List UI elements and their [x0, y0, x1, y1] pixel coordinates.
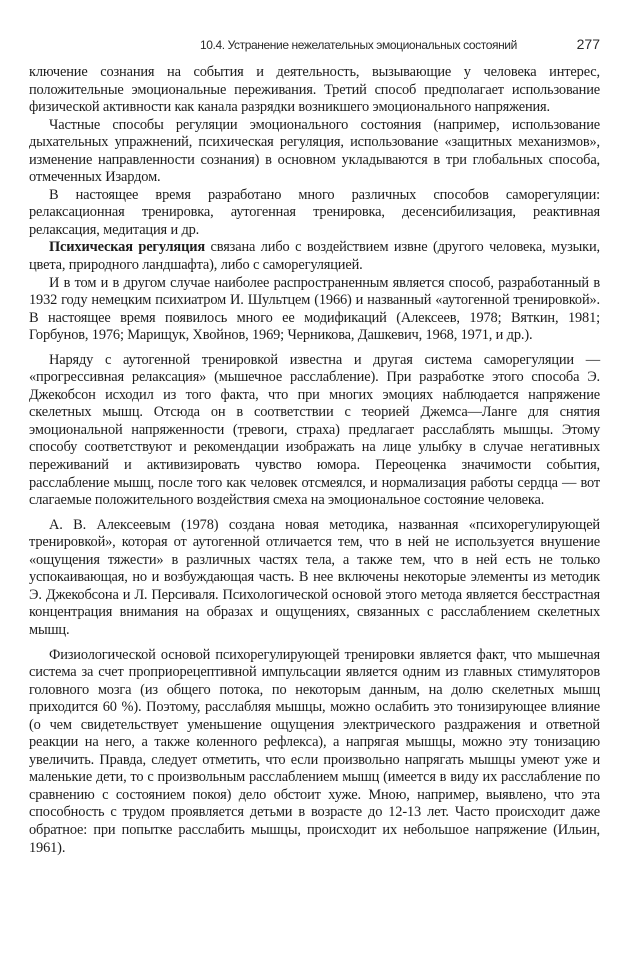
running-header [200, 36, 600, 56]
paragraph: Психическая регуляция связана либо с воздействием извне (другого человека, музыки, цвета, природного ландшафта), либо с саморегуляцией. [29, 239, 601, 274]
paragraph: В настоящее время разработано много различных способов саморегуляции: релаксационная тренировка, аутогенная тренировка, десенсибилизация, реактивная релаксация, медитация и др. [29, 186, 600, 238]
body-text [29, 64, 600, 857]
paragraph: ключение сознания на события и деятельность, вызывающие у человека интерес, положительные эмоциональные переживания. Третий способ предполагает использование физической активности как канала разрядки возникшего эмоционального напряжения. [29, 64, 600, 116]
paragraph: Наряду с аутогенной тренировкой известна и другая система саморегуляции — «прогрессивная релаксация» (мышечное расслабление). При разработке этого способа Э. Джекобсон исходил из того факта, что при многих эмоциях наблюдается напряжение скелетных мышц. Отсюда он в соответствии с теорией Джемса—Ланге для снятия эмоциональной напряженности (тревоги, страха) предлагает расслаблять мышцы. Этому способу соответствуют и рекомендации изображать на лице улыбку в случае негативных переживаний и активизировать чувство юмора. Переоценка значимости события, расслабление мышц, после того как человек отсмеялся, и нормализация работы сердца — вот слагаемые положительного воздействия смеха на эмоциональное состояние человека. [29, 351, 600, 509]
paragraph: Частные способы регуляции эмоционального состояния (например, использование дыхательных упражнений, психическая регуляция, использование «защитных механизмов», изменение направленности сознания) в основном укладываются в три глобальных способа, отмеченных Изардом. [29, 116, 600, 186]
section-title: 10.4. Устранение нежелательных эмоциональных состояний [200, 38, 517, 52]
paragraph: А. В. Алексеевым (1978) создана новая методика, названная «психорегулирующей тренировкой», которая от аутогенной отличается тем, что в ней не используется внушение «ощущения тяжести» в различных частях тела, а также тем, что в ней есть не только успокаивающая, но и возбуждающая часть. В нее включены некоторые элементы из методик Э. Джекобсона и Л. Персиваля. Психологической основой этого метода является бесстрастная концентрация внимания на образах и ощущениях, связанных с расслаблением скелетных мышц. [29, 516, 600, 638]
page-number: 277 [576, 36, 600, 52]
paragraph: И в том и в другом случае наиболее распространенным является способ, разработанный в 1932 году немецким психиатром И. Шультцем (1966) и названный «аутогенной тренировкой». В настоящее время появилось много ее модификаций (Алексеев, 1978; Вяткин, 1981; Горбунов, 1976; Марищук, Хвойнов, 1969; Черникова, Дашкевич, 1968, 1971, и др.). [29, 274, 600, 344]
paragraph: Физиологической основой психорегулирующей тренировки является факт, что мышечная система за счет проприорецептивной импульсации является одним из главных стимуляторов головного мозга (из общего потока, по некоторым данным, на долю скелетных мышц приходится 60 %). Поэтому, расслабляя мышцы, можно ослабить это тонизирующее влияние (о чем свидетельствует уменьшение ощущения электрического раздражения и ответной реакции на него, а также коленного рефлекса), а напрягая мышцы, можно эту тонизацию увеличить. Правда, следует отметить, что если произвольно напрягать мышцы умеют уже и маленькие дети, то с произвольным расслаблением мышц (имеется в виду их расслабление по сравнению с состоянием покоя) дело обстоит хуже. Мною, например, выявлено, что эта способность с трудом проявляется детьми в возрасте до 12-13 лет. Часто происходит даже обратное: при попытке расслабить мышцы, происходит их небольшое напряжение (Ильин, 1961). [29, 646, 600, 856]
bold-term: Психическая регуляция [49, 239, 205, 256]
